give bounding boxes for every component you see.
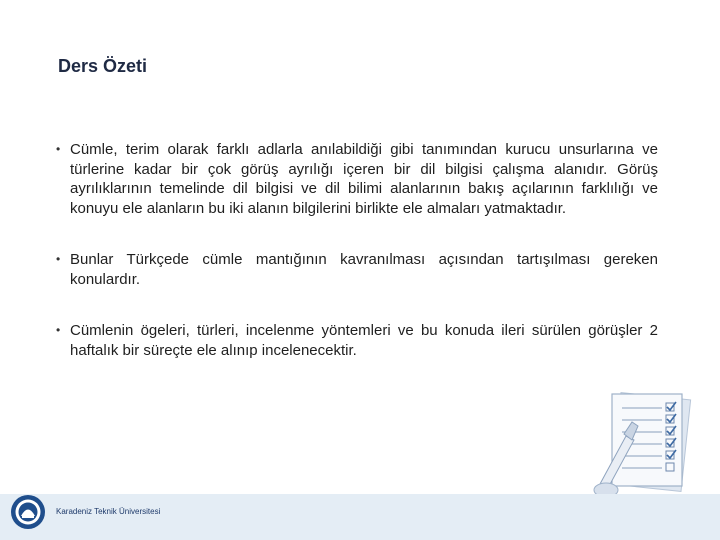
bullet-text: Bunlar Türkçede cümle mantığının kavranılması açısından tartışılması gereken konulardır. — [70, 251, 658, 288]
footer-band — [0, 494, 720, 540]
bullet-text: Cümlenin ögeleri, türleri, incelenme yöntemleri ve bu konuda ileri sürülen görüşler 2 haftalık bir süreçte ele alınıp incelenecektir. — [70, 322, 658, 359]
bullet-text: Cümle, terim olarak farklı adlarla anılabildiği gibi tanımından kurucu unsurlarına ve türlerine kadar bir çok görüş ayrılığı içeren bir dil bilgisi çalışma alanıdır. Görüş ayrılıklarının temelinde dil bilgisi ve dil bilimi alanlarının bakış açılarının farklılığı ve konuyu ele alanların bu iki alanın bilgilerini birlikte ele almaları yatmaktadır. — [70, 141, 658, 217]
university-name: Karadeniz Teknik Üniversitesi — [56, 507, 161, 516]
checklist-with-pen-icon — [586, 388, 696, 500]
bullet-list — [56, 140, 658, 392]
bullet-item — [56, 321, 658, 360]
bullet-dot-icon: • — [56, 323, 61, 337]
slide-title: Ders Özeti — [58, 56, 148, 76]
bullet-item — [56, 250, 658, 289]
bullet-dot-icon: • — [56, 252, 61, 266]
bullet-dot-icon: • — [56, 142, 61, 156]
university-seal-icon — [10, 494, 46, 530]
bullet-item — [56, 140, 658, 218]
